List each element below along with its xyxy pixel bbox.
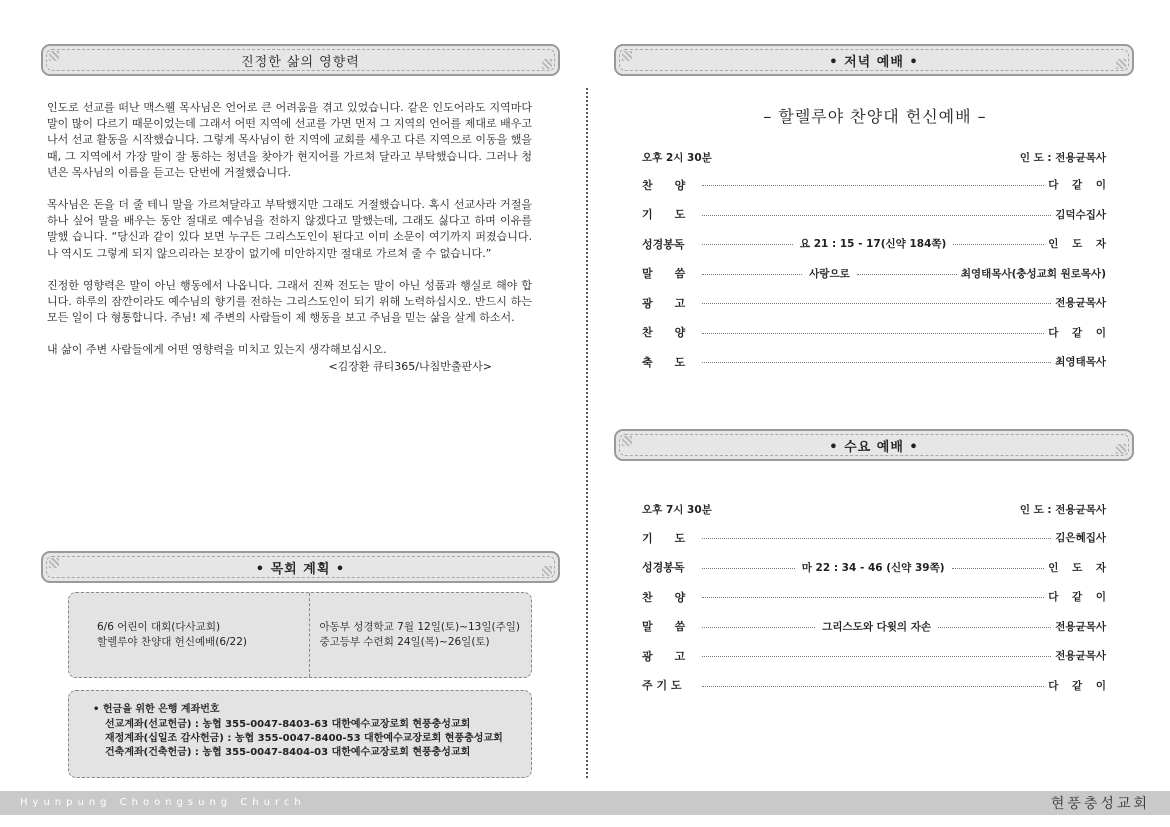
order-right: 다 같 이 <box>1048 179 1111 192</box>
order-label: 찬 양 <box>642 178 686 192</box>
order-label: 성경봉독 <box>642 561 685 575</box>
essay-paragraph: 진정한 영향력은 말이 아닌 행동에서 나옵니다. 그래서 진짜 전도는 말이 아닌 성품과 행실로 해야 합니다. 하루의 잠깐이라도 예수님의 향기를 전하는 그리스도인이 되기 위해 노력하십시오. 반드시 하는 모든 일이 다 형통합니다. 주님! 제 주변의 사람들이 제 행동을 보고 주님을 믿는 삶을 살게 하소서. <box>47 278 532 325</box>
order-right: 다 같 이 <box>1048 326 1111 339</box>
corner-ornament <box>49 558 59 568</box>
order-mid: 마 22 : 34 - 46 (신약 39쪽) <box>801 561 945 574</box>
order-label: 말 씀 <box>642 620 686 634</box>
plan-item: 중고등부 수련회 24일(목)~26일(토) <box>319 636 490 648</box>
plan-item: 6/6 어린이 대회(다사교회) <box>97 621 221 633</box>
order-mid: 사랑으로 <box>809 267 850 280</box>
plan-box <box>68 592 532 678</box>
corner-ornament <box>49 51 59 61</box>
order-label: 주 기 도 <box>642 679 682 693</box>
order-row <box>642 671 1111 701</box>
essay-source: <김장환 큐티365/나침반출판사> <box>328 359 492 373</box>
evening-header <box>614 44 1134 76</box>
essay-header <box>41 44 560 76</box>
order-label: 말 씀 <box>642 267 686 281</box>
order-right: 인 도 자 <box>1048 561 1112 574</box>
order-row <box>642 641 1106 671</box>
corner-ornament <box>622 51 632 61</box>
order-right: 최영태목사(충성교회 원로목사) <box>960 267 1107 280</box>
order-right: 다 같 이 <box>1048 679 1111 692</box>
order-mid: 그리스도와 다윗의 자손 <box>822 620 932 633</box>
order-label: 광 고 <box>642 649 686 663</box>
evening-title: • 저녁 예배 • <box>829 54 919 70</box>
order-row <box>642 229 1112 259</box>
essay-body <box>47 100 532 375</box>
essay-paragraph: 인도로 선교를 떠난 맥스웰 목사님은 언어로 큰 어려움을 겪고 있었습니다. 같은 인도어라도 지역마다 말이 많이 다르기 때문이었는데 그래서 어떤 지역에 선교를 가면 먼저 그 지역의 언어를 제대로 배우고 나서 선교 활동을 시작했습니다. 그렇게 목사님이 한 지역에 교회를 세우고 다른 지역으로 이동을 했을 때, 그 지역에서 가장 말이 잘 통하는 청년을 찾아가 현지어를 가르쳐 달라고 부탁했습니다. 그러나 청년은 목사님의 이름을 듣고는 단번에 거절했습니다. <box>47 101 532 179</box>
order-right: 김덕수집사 <box>1055 208 1106 221</box>
order-right: 전용균목사 <box>1055 297 1106 310</box>
wednesday-order <box>642 523 1112 700</box>
order-label: 기 도 <box>642 531 686 545</box>
corner-ornament <box>542 59 552 69</box>
account-line: 재정계좌(십일조 감사헌금) : 농협 355-0047-8400-53 대한예수교장로회 현풍충성교회 <box>105 733 503 744</box>
order-right: 최영태목사 <box>1055 356 1106 369</box>
order-row <box>642 582 1111 612</box>
order-label: 찬 양 <box>642 590 686 604</box>
evening-subtitle: – 할렐루야 찬양대 헌신예배 – <box>763 107 987 126</box>
order-row <box>642 200 1106 230</box>
account-line: 건축계좌(건축헌금) : 농협 355-0047-8404-03 대한예수교장로회 현풍충성교회 <box>105 747 471 758</box>
evening-order <box>642 170 1112 377</box>
order-row <box>642 259 1106 289</box>
footer-korean-name: 현풍충성교회 <box>1050 796 1150 812</box>
wednesday-title: • 수요 예배 • <box>829 439 919 455</box>
footer-bar <box>0 791 1170 815</box>
wednesday-time: 오후 7시 30분 <box>642 504 712 516</box>
wednesday-header <box>614 429 1134 461</box>
footer-english-name: Hyunpung Choongsung Church <box>20 797 306 808</box>
corner-ornament <box>542 566 552 576</box>
plan-item: 아동부 성경학교 7월 12일(토)~13일(주일) <box>319 621 520 633</box>
wednesday-leader: 인 도 : 전용균목사 <box>1019 504 1106 516</box>
evening-time-row <box>642 150 1106 165</box>
order-row <box>642 612 1106 642</box>
corner-ornament <box>622 436 632 446</box>
plan-list-left <box>69 593 310 677</box>
order-row <box>642 288 1106 318</box>
order-label: 성경봉독 <box>642 237 685 251</box>
order-row <box>642 523 1106 553</box>
order-right: 인 도 자 <box>1048 238 1112 251</box>
order-label: 기 도 <box>642 208 686 222</box>
evening-time: 오후 2시 30분 <box>642 152 712 164</box>
order-label: 찬 양 <box>642 326 686 340</box>
essay-paragraph: 내 삶이 주변 사람들에게 어떤 영향력을 미치고 있는지 생각해보십시오. <box>47 343 387 357</box>
order-right: 전용균목사 <box>1055 650 1106 663</box>
corner-ornament <box>1116 59 1126 69</box>
corner-ornament <box>1116 444 1126 454</box>
essay-title: 진정한 삶의 영향력 <box>241 54 360 70</box>
plan-title: • 목회 계획 • <box>255 561 346 577</box>
wednesday-time-row <box>642 502 1106 517</box>
order-label: 광 고 <box>642 296 686 310</box>
order-row <box>642 170 1111 200</box>
order-right: 김은혜집사 <box>1055 532 1106 545</box>
order-mid: 요 21 : 15 - 17(신약 184쪽) <box>799 238 947 251</box>
order-label: 축 도 <box>642 355 686 369</box>
order-right: 다 같 이 <box>1048 591 1111 604</box>
plan-header <box>41 551 560 583</box>
account-line: 선교계좌(선교헌금) : 농협 355-0047-8403-63 대한예수교장로회 현풍충성교회 <box>105 719 471 730</box>
column-divider <box>586 88 588 778</box>
order-right: 전용균목사 <box>1055 620 1106 633</box>
account-box <box>68 690 532 778</box>
plan-list-right <box>310 593 532 677</box>
essay-paragraph: 목사님은 돈을 더 줄 테니 말을 가르쳐달라고 부탁했지만 그래도 거절했습니다. 혹시 선교사라 거절을 하나 싶어 말을 배우는 동안 절대로 예수님을 전하지 않겠다고 말했는데, 그래도 싫다고 하며 이유를 말했 습니다. “당신과 같이 있다 보면 누구든 그리스도인이 된다고 이미 소문이 여기까지 퍼졌습니다. 나 역시도 그렇게 되지 않으리라는 보장이 없기에 미안하지만 절대로 가르쳐 줄 수 없습니다.” <box>47 198 532 260</box>
plan-item: 할렐루야 찬양대 헌신예배(6/22) <box>97 636 248 648</box>
account-title: • 헌금을 위한 은행 계좌번호 <box>93 704 220 715</box>
order-row <box>642 347 1106 377</box>
order-row <box>642 553 1112 583</box>
order-row <box>642 318 1111 348</box>
evening-leader: 인 도 : 전용균목사 <box>1019 152 1106 164</box>
